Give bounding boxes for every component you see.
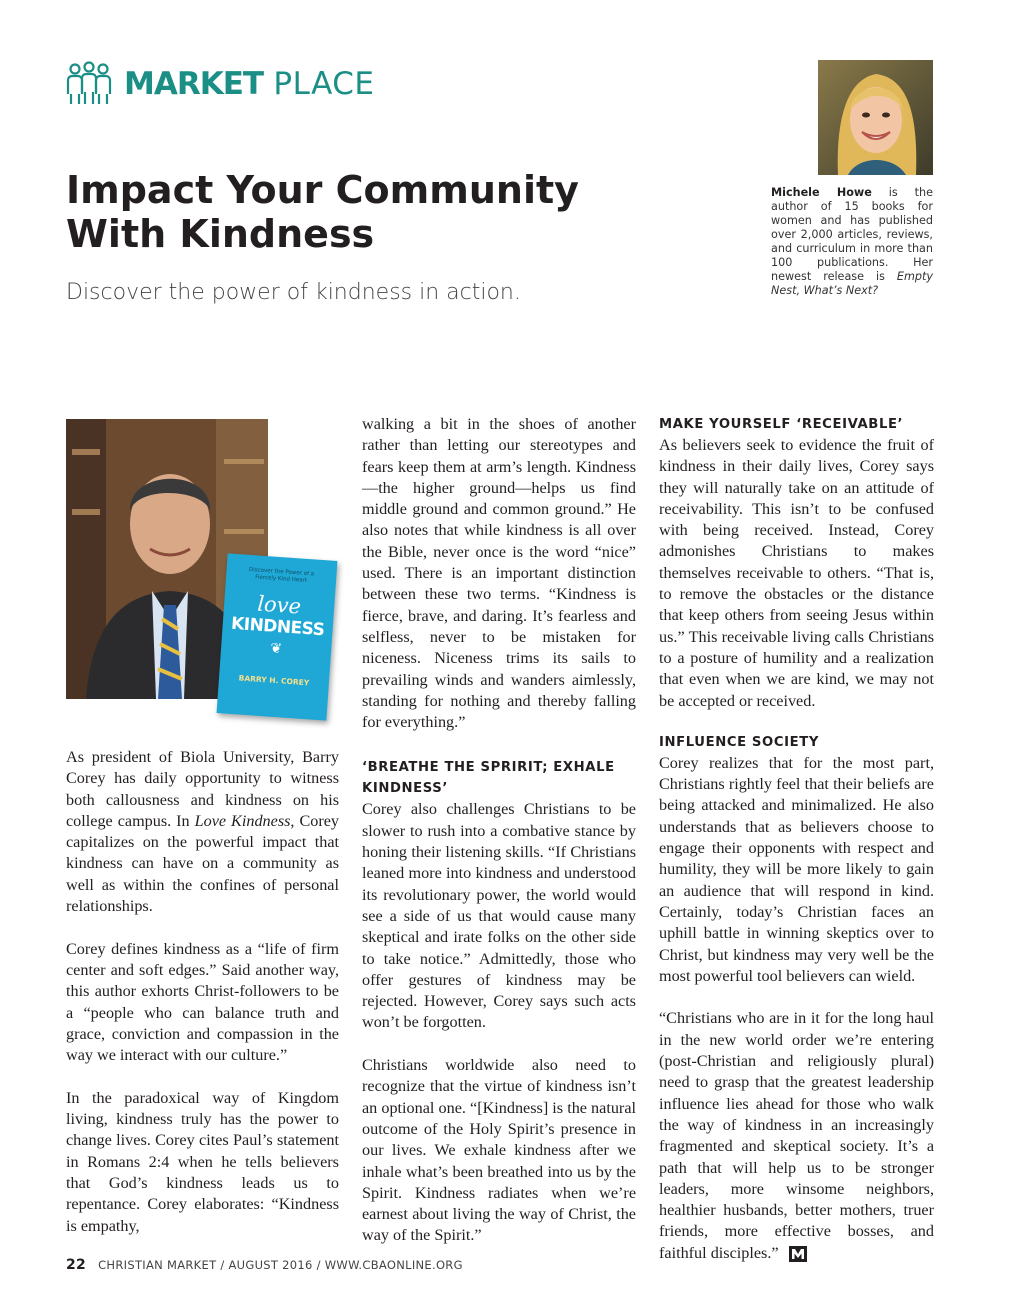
paragraph: As president of Biola University, Barry Corey has daily opportunity to witness both callousness and kindness on his college campus. In Love Kindness, Corey capitalizes on the powerful impact that kindness can have on a community as well as within the confines of personal relationships. xyxy=(66,748,339,916)
book-title-love: love xyxy=(256,591,302,619)
subheading-make-yourself-receivable: MAKE YOURSELF ‘RECEIVABLE’ xyxy=(659,417,904,432)
paragraph: As believers seek to evidence the fruit of kindness in their daily lives, Corey says they will naturally take on an attitude of receivability. This isn’t to be confused with being received. Instead, Corey admonishes Christians to makes themselves receivable to others. “That is, to remove the obstacles or the distance that keep others from seeing Jesus within us.” This receivable living calls Christians to a posture of humility and a realization that even when we are kind, we may not be accepted or received. xyxy=(659,436,934,710)
page-number: 22 xyxy=(66,1257,87,1273)
author-book-title: Empty Nest, What’s Next? xyxy=(771,270,933,297)
article-headline: Impact Your Community With Kindness xyxy=(66,168,579,256)
author-name: Michele Howe xyxy=(771,186,872,199)
paragraph: Corey also challenges Christians to be slower to rush into a combative stance by honing their listening skills. “If Christians leaned more into kindness and understood its revolutionary power, the world would see a side of us that would cause many skeptical and irate folks on the other side to take notice.” Admittedly, those who offer gestures of kindness may be rejected. However, Corey says such acts won’t be forgotten. xyxy=(362,800,636,1032)
paragraph: Corey defines kindness as a “life of firm center and soft edges.” Said another way, this author exhorts Christ-followers to be a “people who can balance truth and grace, conviction and compassion in the way we interact with our culture.” xyxy=(66,939,339,1065)
article-column-3 xyxy=(659,414,934,1264)
section-title: MARKET PLACE xyxy=(124,66,375,102)
book-title-inline: Love Kindness xyxy=(194,811,291,830)
paragraph: Corey realizes that for the most part, Christians rightly feel that their beliefs are being attacked and minimalized. He also understands that as believers choose to engage their opponents with respect and humility, they will be more likely to gain an audience that will respond in kind. Certainly, today’s Christian faces an uphill battle in winning skeptics over to Christ, but kindness may very well be the most powerful tool believers can wield. xyxy=(659,753,934,985)
footer-text: CHRISTIAN MARKET / AUGUST 2016 / WWW.CBAONLINE.ORG xyxy=(98,1258,463,1272)
article-subheadline: Discover the power of kindness in action. xyxy=(66,280,521,305)
paragraph: “Christians who are in it for the long haul in the new world order we’re entering (post-Christian and religiously plural) need to grasp that the greatest leadership influence lies ahead for those who walk the way of kindness in an increasingly fragmented and skeptical society. It’s a path that will help us to be stronger leaders, more winsome neighbors, healthier husbands, better mothers, truer friends, more effective bosses, and faithful disciples.” xyxy=(659,1009,934,1262)
subheading-influence-society: INFLUENCE SOCIETY xyxy=(659,734,819,750)
book-tagline: Discover the Power of a Fiercely Kind Heart xyxy=(248,566,315,584)
page-footer xyxy=(66,1257,463,1273)
people-group-icon xyxy=(66,60,112,108)
book-author: BARRY H. COREY xyxy=(238,673,310,688)
flourish-icon: ❦ xyxy=(269,641,283,658)
magazine-m-end-mark-icon xyxy=(789,1246,807,1262)
paragraph: walking a bit in the shoes of another rather than letting our stereotypes and fears keep them at arm’s length. Kindness—the higher ground—helps us find middle ground and common ground.” He also notes that while kindness is all over the Bible, never once is the word “nice” used. There is an important distinction between these two terms. “Kindness is fierce, brave, and daring. It’s fearless and selfless, never to be mistaken for niceness. Niceness trims its sails to prevailing winds and wanders aimlessly, standing for nothing and thereby falling for everything.” xyxy=(362,415,636,732)
love-kindness-book-cover xyxy=(217,553,338,720)
article-column-2 xyxy=(362,414,636,1247)
book-title-kindness: KINDNESS xyxy=(230,613,325,641)
paragraph: Christians worldwide also need to recognize that the virtue of kindness isn’t an optional one. “[Kindness] is the natural outcome of the Holy Spirit’s presence in our lives. We exhale kindness after we inhale what’s been breathed into us by the Spirit. Kindness radiates when we’re earnest about living the way of Christ, the way of the Spirit.” xyxy=(362,1056,636,1245)
author-portrait-photo xyxy=(818,60,933,175)
author-bio: Michele Howe is the author of 15 books for women and has published over 2,000 articles, reviews, and curriculum in more than 100 publications. Her newest release is Empty Nest, What’s Next? xyxy=(771,186,933,297)
article-column-1 xyxy=(66,747,339,1237)
paragraph: In the paradoxical way of Kingdom living, kindness truly has the power to change lives. Corey cites Paul’s statement in Romans 2:4 when he tells believers that God’s kindness leads us to repentance. Corey elaborates: “Kindness is empathy, xyxy=(66,1088,339,1235)
subheading-breathe-the-spirit: ‘BREATHE THE SPRIRIT; EXHALE KINDNESS’ xyxy=(362,760,615,797)
